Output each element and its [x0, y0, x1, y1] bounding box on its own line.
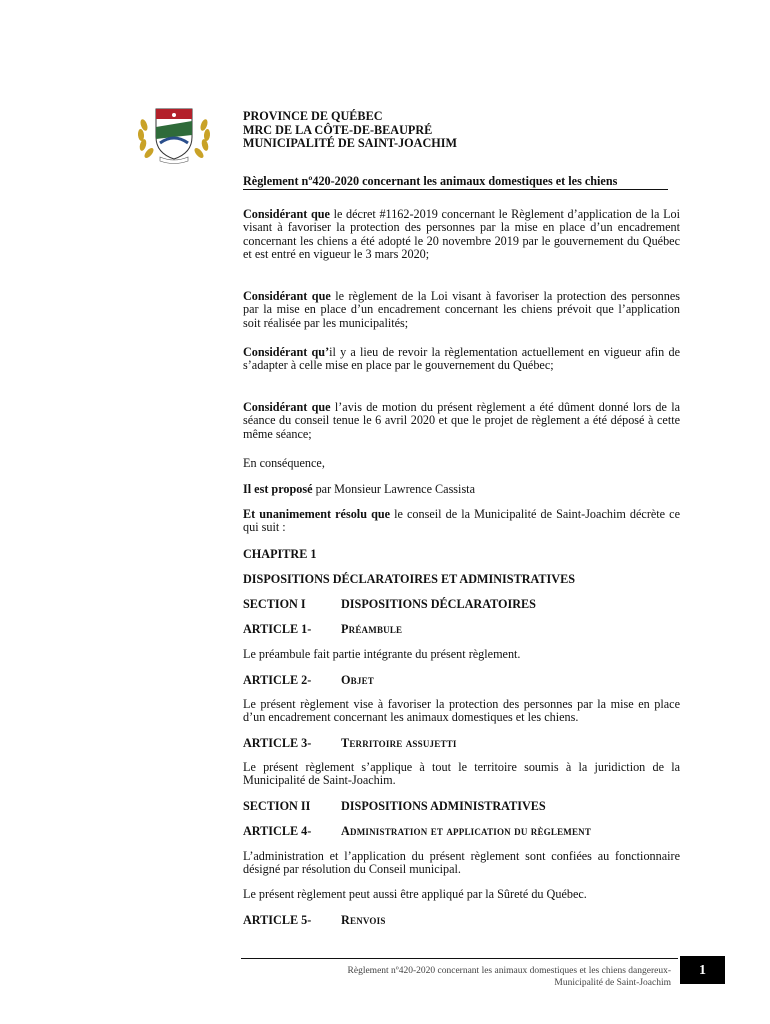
paragraph-considerant-4: Considérant que l’avis de motion du présent règlement a été dûment donné lors de la séance du conseil tenue le 6 avril 2020 et que le projet de règlement a été déposé à cette même séance;	[243, 400, 680, 441]
paragraph-considerant-2: Considérant que le règlement de la Loi visant à favoriser la protection des personnes par la mise en place d’un encadrement concernant les chiens prévoit que l’application soit réalisée par les municipalités;	[243, 289, 680, 330]
document-header	[243, 110, 457, 151]
footer-rule	[241, 958, 678, 959]
footer-line-1: Règlement nº420-2020 concernant les animaux domestiques et les chiens dangereux-	[347, 966, 671, 976]
title-underline	[243, 189, 668, 190]
article-4-label: ARTICLE 4-	[243, 824, 312, 838]
paragraph-considerant-1: Considérant que le décret #1162-2019 concernant le Règlement d’application de la Loi visant à favoriser la protection des personnes par la mise en place d’un encadrement concernant les chiens a été adopté le 20 novembre 2019 par le gouvernement du Québec et est entré en vigueur le 3 mars 2020;	[243, 207, 680, 261]
article-5-label: ARTICLE 5-	[243, 913, 312, 927]
article-1-label: ARTICLE 1-	[243, 622, 312, 636]
paragraph-lead: Considérant que	[243, 400, 331, 414]
section-2-label: SECTION II	[243, 799, 311, 813]
paragraph-proposed: Il est proposé par Monsieur Lawrence Cassista	[243, 482, 475, 496]
section-1-label: SECTION I	[243, 597, 306, 611]
article-3-title: Territoire assujetti	[341, 736, 457, 750]
footer-text	[241, 965, 671, 989]
municipal-crest-logo	[134, 103, 214, 165]
header-mrc: MRC DE LA CÔTE-DE-BEAUPRÉ	[243, 122, 433, 137]
paragraph-lead: Considérant que	[243, 207, 330, 221]
header-province: PROVINCE DE QUÉBEC	[243, 109, 383, 123]
article-1-title: Préambule	[341, 622, 403, 636]
chapter-label: CHAPITRE 1	[243, 547, 317, 561]
paragraph-considerant-3: Considérant qu’il y a lieu de revoir la règlementation actuellement en vigueur afin de s’adapter à celle mise en place par le gouvernement du Québec;	[243, 345, 680, 373]
chapter-title: DISPOSITIONS DÉCLARATOIRES ET ADMINISTRATIVES	[243, 572, 575, 586]
article-3-label: ARTICLE 3-	[243, 736, 312, 750]
page-number: 1	[680, 956, 725, 984]
header-municipality: MUNICIPALITÉ DE SAINT-JOACHIM	[243, 136, 457, 150]
paragraph-lead: Et unanimement résolu que	[243, 507, 391, 521]
article-4-text-1: L’administration et l’application du présent règlement sont confiées au fonctionnaire désigné par résolution du Conseil municipal.	[243, 849, 680, 877]
paragraph-resolved: Et unanimement résolu que le conseil de la Municipalité de Saint-Joachim décrète ce qui suit :	[243, 507, 680, 535]
article-3-text: Le présent règlement s’applique à tout le territoire soumis à la juridiction de la Municipalité de Saint-Joachim.	[243, 760, 680, 788]
article-2-title: Objet	[341, 673, 374, 687]
paragraph-lead: Considérant qu’	[243, 345, 330, 359]
article-1-text: Le préambule fait partie intégrante du présent règlement.	[243, 647, 521, 661]
paragraph-lead: Il est proposé	[243, 482, 313, 496]
document-title: Règlement nº420-2020 concernant les animaux domestiques et les chiens	[243, 174, 618, 188]
article-4-text-2: Le présent règlement peut aussi être appliqué par la Sûreté du Québec.	[243, 887, 587, 901]
paragraph-lead: Considérant que	[243, 289, 331, 303]
paragraph-consequence: En conséquence,	[243, 456, 325, 470]
article-5-title: Renvois	[341, 913, 386, 927]
footer-line-2: Municipalité de Saint-Joachim	[554, 978, 671, 988]
section-1-title: DISPOSITIONS DÉCLARATOIRES	[341, 597, 536, 611]
article-2-text: Le présent règlement vise à favoriser la protection des personnes par la mise en place d’un encadrement concernant les animaux domestiques et les chiens.	[243, 697, 680, 725]
article-2-label: ARTICLE 2-	[243, 673, 312, 687]
section-2-title: DISPOSITIONS ADMINISTRATIVES	[341, 799, 546, 813]
article-4-title: Administration et application du règlement	[341, 824, 592, 838]
